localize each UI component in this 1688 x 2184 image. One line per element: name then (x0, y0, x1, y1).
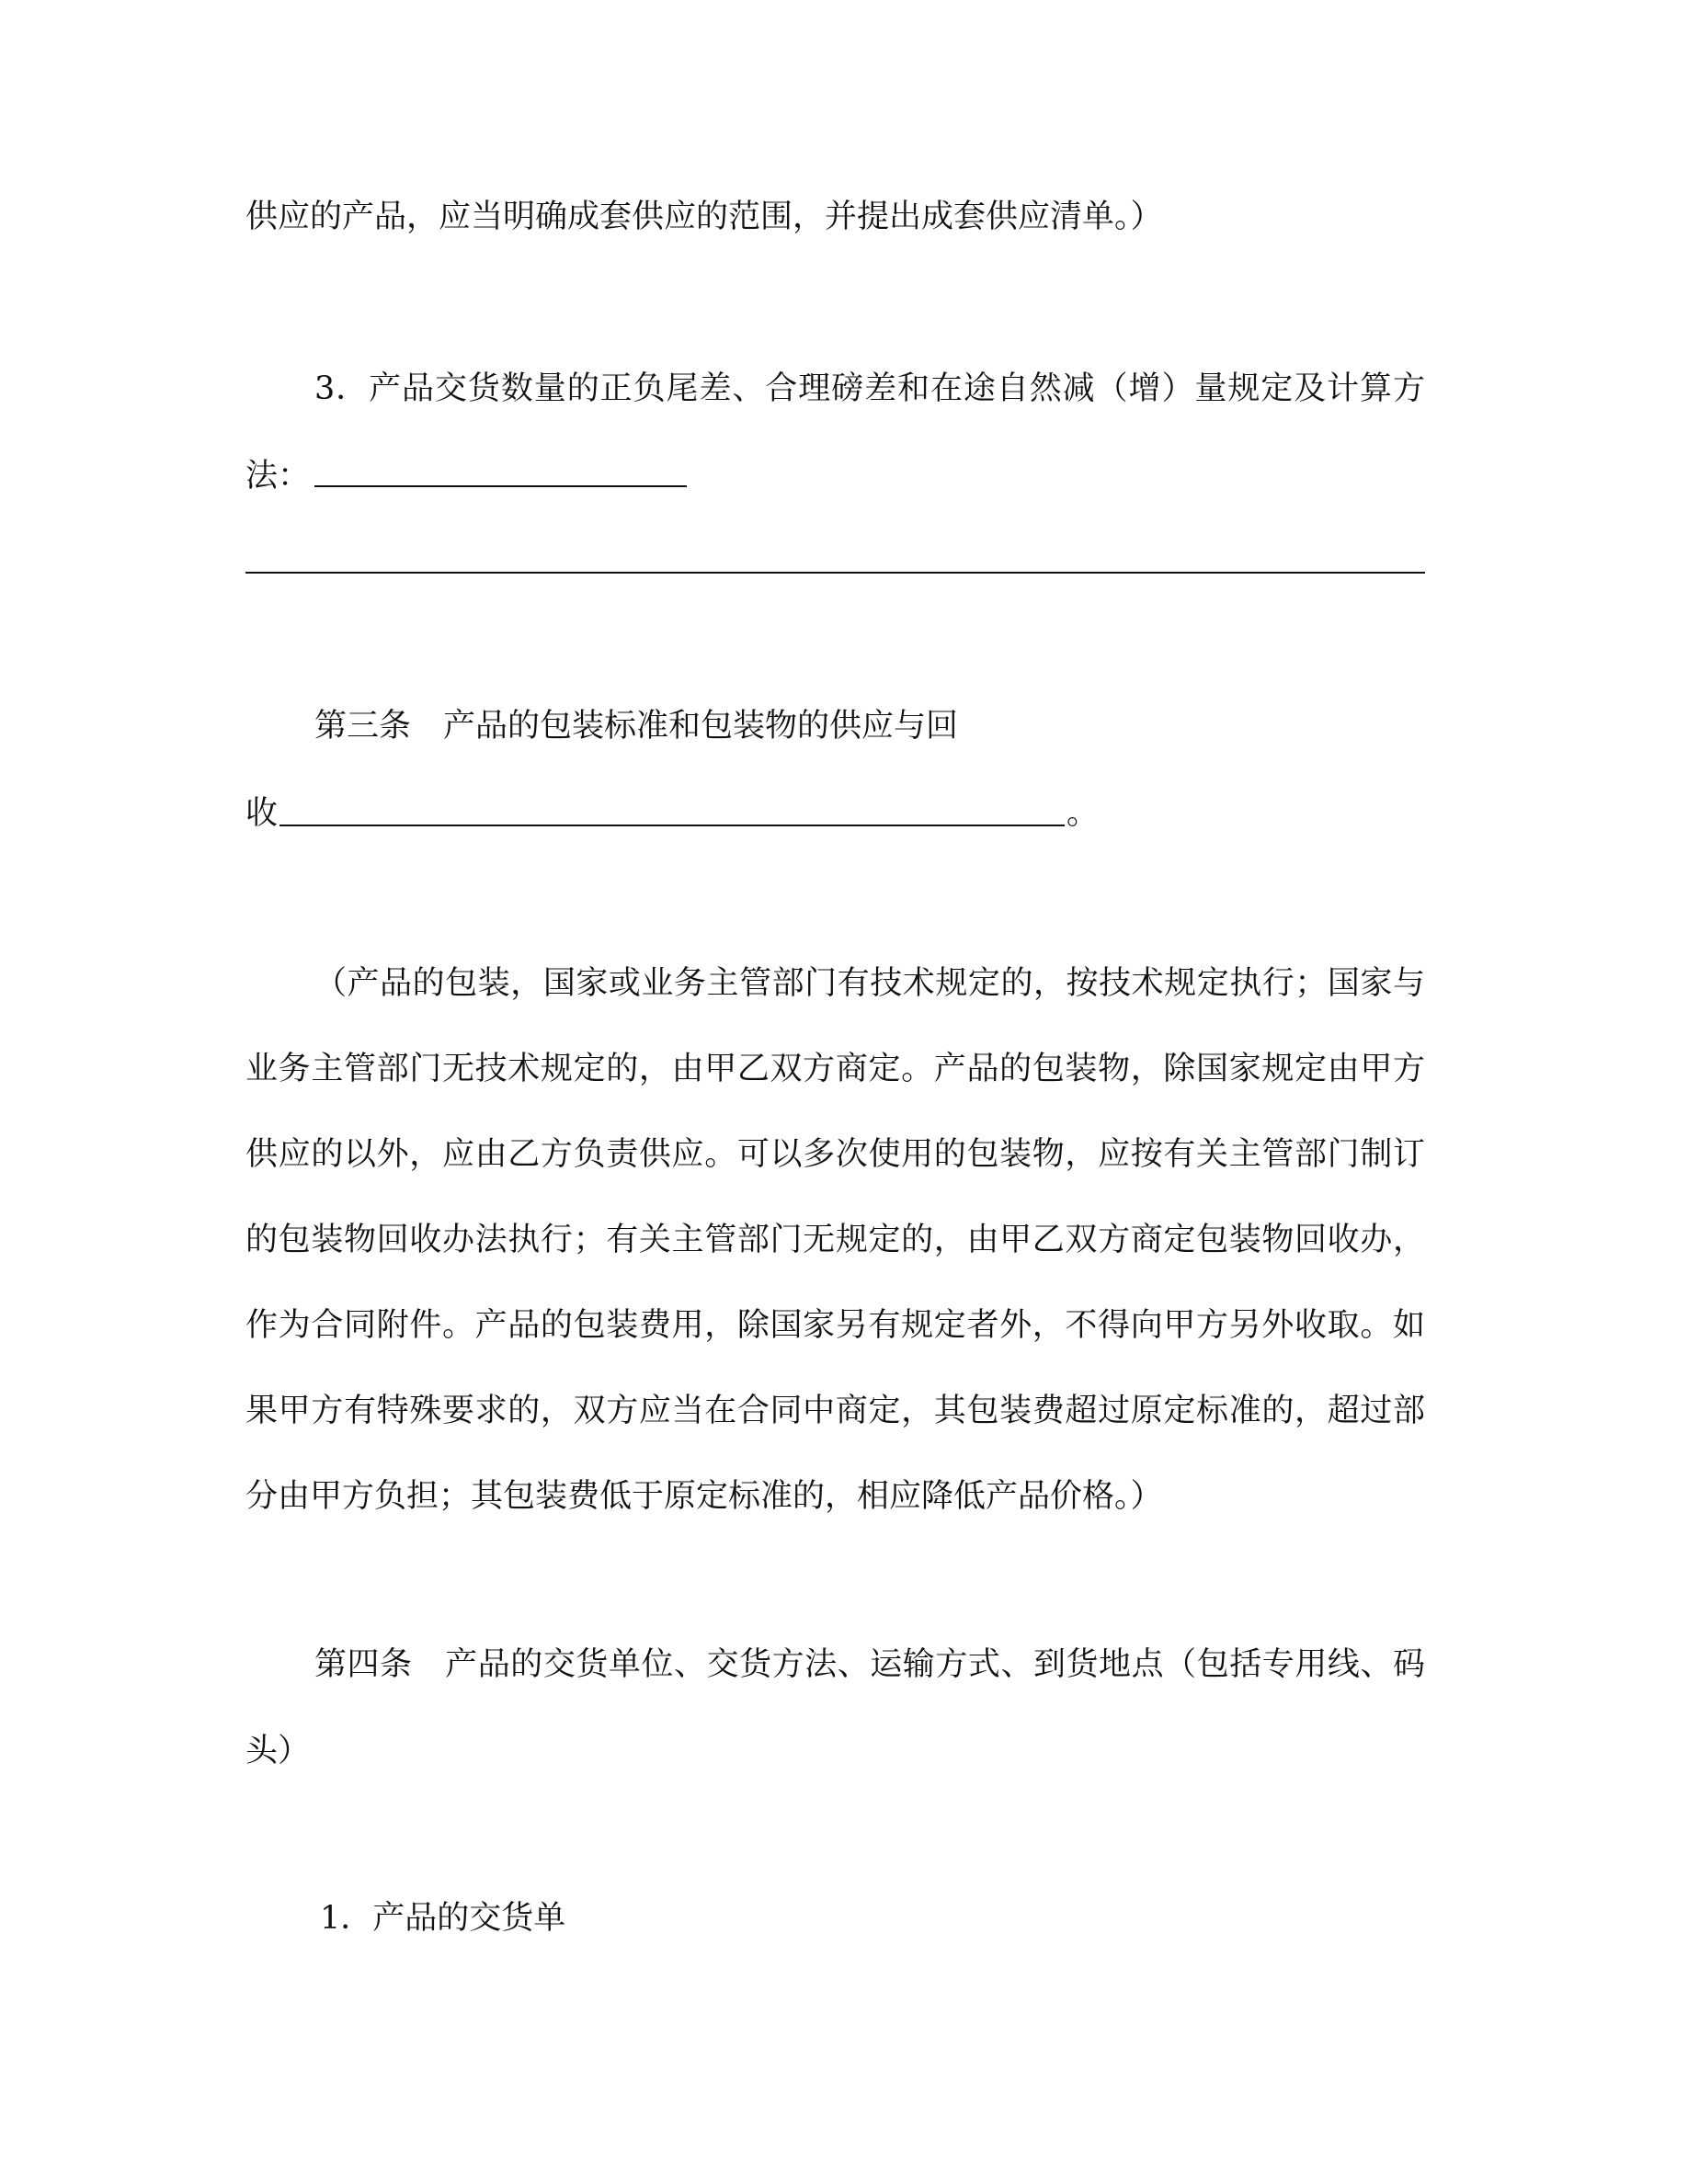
article-4-heading: 第四条 产品的交货单位、交货方法、运输方式、到货地点（包括专用线、码 (314, 1646, 1425, 1683)
note-line: 供应的以外，应由乙方负责供应。可以多次使用的包装物，应按有关主管部门制订 (245, 1136, 1425, 1173)
note-line: 分由甲方负担；其包装费低于原定标准的，相应降低产品价格。） (245, 1478, 1163, 1515)
article-3-blank-field[interactable] (279, 825, 1065, 826)
item-3-label-end: 法： (245, 458, 311, 495)
paragraph-tail: 供应的产品，应当明确成套供应的范围，并提出成套供应清单。） (245, 199, 1163, 235)
note-line: 的包装物回收办法执行；有关主管部门无规定的，由甲乙双方商定包装物回收办， (245, 1222, 1425, 1258)
note-line: （产品的包装，国家或业务主管部门有技术规定的，按技术规定执行；国家与 (314, 965, 1425, 1002)
article-3-heading-end: 收 (245, 795, 279, 832)
note-line: 果甲方有特殊要求的，双方应当在合同中商定，其包装费超过原定标准的，超过部 (245, 1393, 1425, 1429)
article-4-heading-end: 头） (245, 1733, 311, 1769)
note-line: 业务主管部门无技术规定的，由甲乙双方商定。产品的包装物，除国家规定由甲方 (245, 1051, 1425, 1087)
note-line: 作为合同附件。产品的包装费用，除国家另有规定者外，不得向甲方另外收取。如 (245, 1307, 1425, 1344)
item-3-blank-field[interactable] (314, 485, 687, 487)
item-3-text: 3．产品交货数量的正负尾差、合理磅差和在途自然减（增）量规定及计算方 (314, 370, 1425, 407)
article-3-heading: 第三条 产品的包装标准和包装物的供应与回 (314, 708, 959, 745)
article-3-period: 。 (1066, 795, 1100, 832)
item-3-blank-line[interactable] (245, 572, 1425, 574)
item-1-text: 1．产品的交货单 (320, 1900, 566, 1937)
